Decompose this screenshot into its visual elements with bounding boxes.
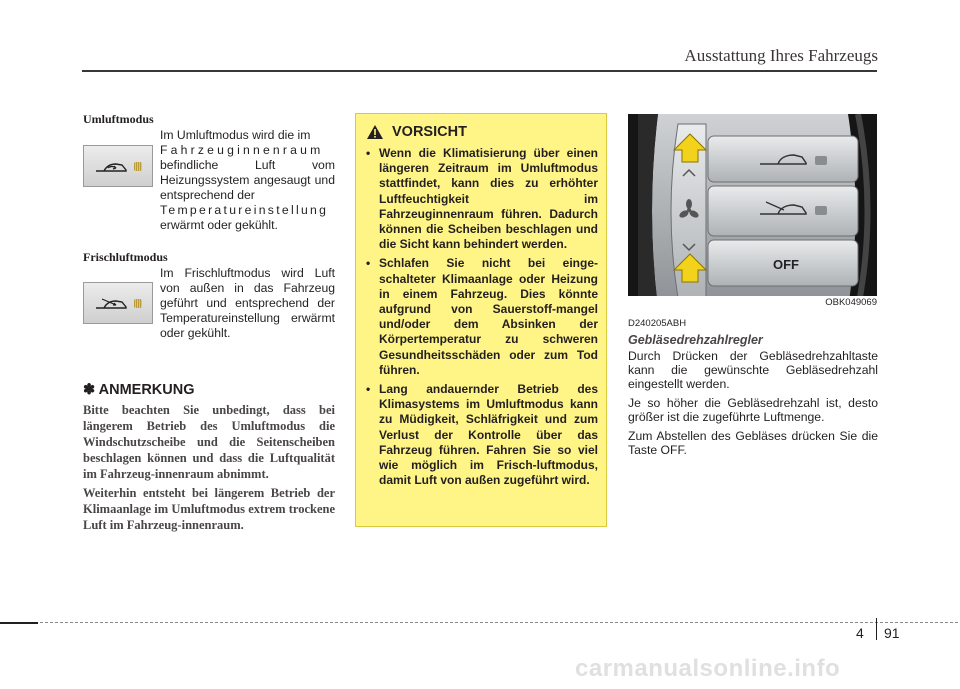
header-rule: [82, 70, 877, 72]
umluft-line: Im Umluftmodus wird die im: [160, 128, 311, 142]
umluft-line: Fahrzeuginnenraum: [160, 143, 324, 157]
umluft-line: Temperatureinstellung: [160, 203, 329, 217]
warning-triangle-icon: [366, 124, 384, 140]
umluft-text: [160, 128, 335, 233]
photo-code: OBK049069: [825, 297, 877, 308]
frisch-block: [83, 264, 335, 376]
caution-list: [366, 146, 598, 488]
indicator-light: [134, 299, 142, 308]
caution-item: • Schlafen Sie nicht bei einge-schalteter Klimaanlage oder Heizung in einem Fahrzeug. Dies könnte aufgrund von Sauerstoff-mangel und/oder dem Absinken der Körpertemperatur zu schweren Gesundheitsschäden oder zum Tod führen.: [366, 256, 598, 378]
blower-paragraph-3: Zum Abstellen des Gebläses drücken Sie die Taste OFF.: [628, 429, 878, 457]
off-button-label: OFF: [773, 257, 799, 272]
frisch-heading: Frischluftmodus: [83, 250, 168, 264]
caution-item: • Wenn die Klimatisierung über einen längeren Zeitraum im Umluftmodus stattfindet, kann dies zu erhöhter Luftfeuchtigkeit im Fahrzeuginnenraum führen. Dadurch können die Scheiben beschlagen und die Sicht kann behindert werden.: [366, 146, 598, 252]
blower-paragraph-2: Je so höher die Gebläsedrehzahl ist, desto größer ist die zugeführte Luftmenge.: [628, 396, 878, 424]
umluft-block: [83, 126, 335, 250]
umluft-line: befindliche Luft vom Heizungssystem angesaugt und entsprechend der: [160, 158, 335, 202]
chapter-number: 4: [856, 625, 864, 641]
anmerkung-paragraph-1: Bitte beachten Sie unbedingt, dass bei längerem Betrieb des Umluftmodus die Windschutzscheibe und die Seitenscheiben beschlagen können und dass die Luftqualität im Fahrzeug-innenraum abnimmt.: [83, 403, 335, 481]
watermark: carmanualsonline.info: [575, 655, 841, 682]
footer-rule-accent: [0, 622, 38, 624]
recirculation-button-image: [83, 145, 153, 187]
fresh-air-icon: [94, 295, 130, 311]
umluft-line: erwärmt oder gekühlt.: [160, 218, 278, 232]
reference-code: D240205ABH: [628, 318, 687, 329]
footer-rule: [0, 622, 958, 623]
indicator-light: [134, 162, 142, 171]
blower-control-photo: [628, 114, 877, 308]
left-column: [83, 112, 335, 533]
blower-subheading: Gebläsedrehzahlregler: [628, 333, 763, 347]
anmerkung-paragraph-2: Weiterhin entsteht bei längerem Betrieb der Klimaanlage im Umluftmodus extrem trockene Luft im Fahrzeug-innenraum.: [83, 486, 335, 532]
blower-paragraph-1: Durch Drücken der Gebläsedrehzahltaste kann die gewünschte Gebläsedrehzahl eingestellt werden.: [628, 349, 878, 391]
umluft-heading: Umluftmodus: [83, 112, 154, 126]
recirculation-icon: [94, 158, 130, 174]
caution-title: VORSICHT: [392, 124, 467, 140]
frisch-text: Im Frischluftmodus wird Luft von außen in das Fahrzeug geführt und entsprechend der Temperatureinstellung erwärmt oder gekühlt.: [160, 266, 335, 340]
fresh-air-button-image: [83, 282, 153, 324]
running-header-title: Ausstattung Ihres Fahrzeugs: [684, 46, 878, 65]
footer-divider: [876, 618, 877, 640]
caution-box: [355, 113, 607, 527]
caution-item: • Lang andauernder Betrieb des Klimasystems im Umluftmodus kann zu Müdigkeit, Schläfrigkeit und zum Verlust der Kontrolle über das Fahrzeug führen. Fahren Sie so viel wie möglich im Frisch-luftmodus, damit Luft von außen zugeführt wird.: [366, 382, 598, 488]
page-number: 91: [884, 625, 900, 641]
caution-header: [366, 124, 598, 140]
anmerkung-title: ✽ ANMERKUNG: [83, 382, 195, 398]
climate-panel-illustration: [628, 114, 877, 308]
right-column: [628, 333, 878, 462]
